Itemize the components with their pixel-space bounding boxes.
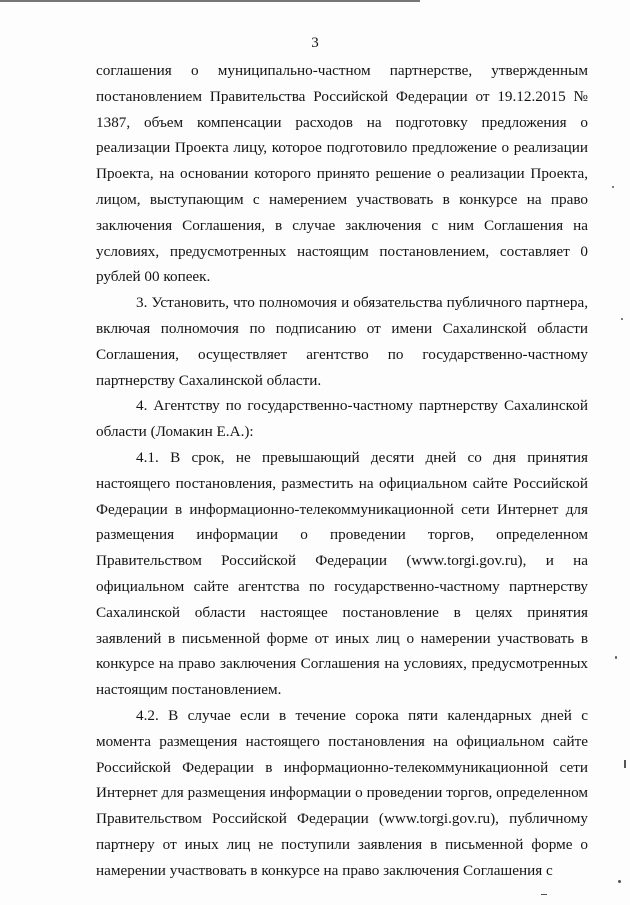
paragraph-item-3: 3. Установить, что полномочия и обязательства публичного партнера, включая полномочия по подписанию от имени Сахалинской области Соглашения, осуществляет агентство по государственно-частному партнерству Сахалинской области.	[96, 294, 588, 389]
document-body	[96, 58, 588, 884]
paragraph-item-4: 4. Агентству по государственно-частному партнерству Сахалинской области (Ломакин Е.А.):	[96, 397, 588, 441]
scan-speck	[612, 186, 614, 188]
scan-speck	[615, 656, 617, 659]
scan-edge-line	[0, 0, 420, 2]
scan-speck	[621, 318, 623, 320]
scan-speck	[618, 880, 621, 883]
paragraph-item-4-2: 4.2. В случае если в течение сорока пяти календарных дней с момента размещения настоящего постановления на официальном сайте Российской Федерации в информационно-телекоммуникационной сети Интернет для размещения информации о проведении торгов, определенном Правительством Российской Федерации (www.torgi.gov.ru), публичному партнеру от иных лиц не поступили заявления в письменной форме о намерении участвовать в конкурсе на право заключения Соглашения с	[96, 706, 588, 879]
page-number: 3	[311, 35, 319, 51]
scan-speck	[541, 894, 547, 895]
scan-speck	[624, 760, 626, 768]
paragraph-compensation: соглашения о муниципально-частном партнерстве, утвержденным постановлением Правительства Российской Федерации от 19.12.2015 № 1387, объем компенсации расходов на подготовку предложения о реализации Проекта лицу, которое подготовило предложение о реализации Проекта, на основании которого принято решение о реализации Проекта, лицом, выступающим с намерением участвовать в конкурсе на право заключения Соглашения, в случае заключения с ним Соглашения на условиях, предусмотренных настоящим постановлением, составляет 0 рублей 00 копеек.	[96, 62, 588, 286]
paragraph-item-4-1: 4.1. В срок, не превышающий десяти дней со дня принятия настоящего постановления, разместить на официальном сайте Российской Федерации в информационно-телекоммуникационной сети Интернет для размещения информации о проведении торгов, определенном Правительством Российской Федерации (www.torgi.gov.ru), и на официальном сайте агентства по государственно-частному партнерству Сахалинской области настоящее постановление в целях принятия заявлений в письменной форме от иных лиц о намерении участвовать в конкурсе на право заключения Соглашения на условиях, предусмотренных настоящим постановлением.	[96, 448, 588, 699]
